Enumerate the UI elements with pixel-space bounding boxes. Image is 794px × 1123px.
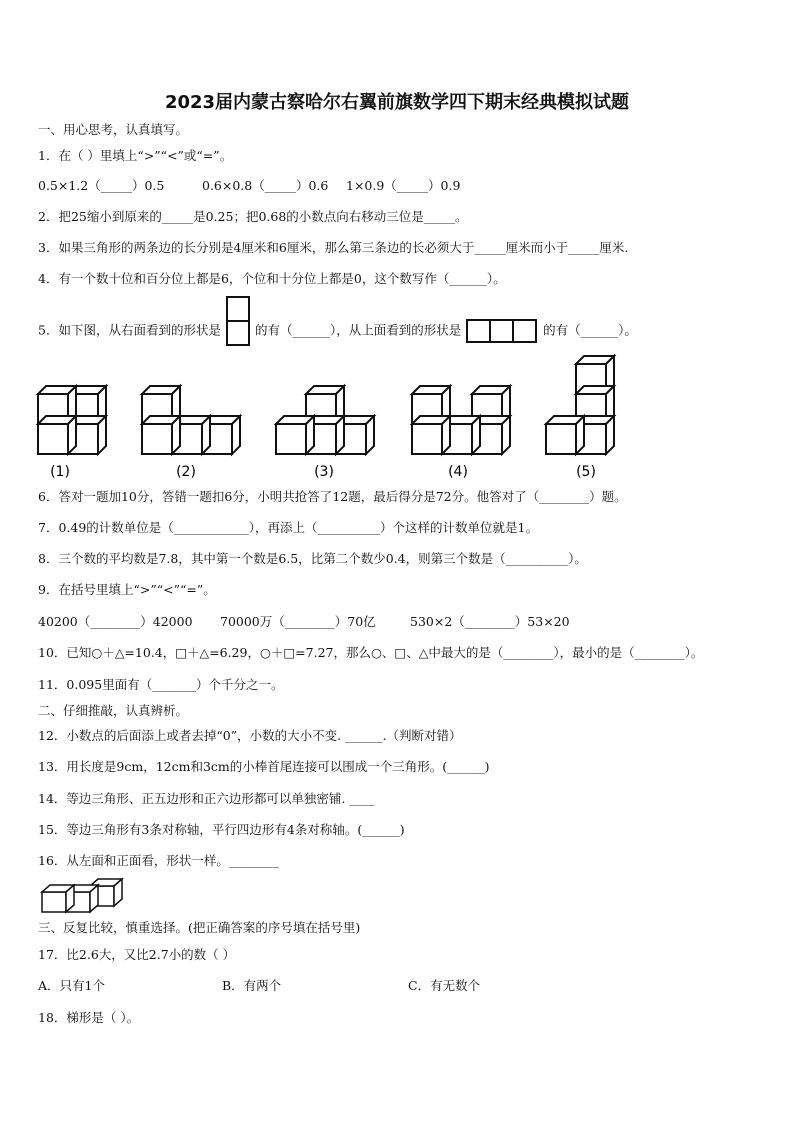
section-1-heading: 一、用心思考，认真填写。 bbox=[38, 122, 189, 137]
question-9: 9．在括号里填上“>”“<”“=”。 bbox=[38, 582, 216, 597]
cube-figure-3 bbox=[276, 386, 374, 454]
question-12: 12．小数点的后面添上或者去掉“0”，小数的大小不变. ______.（判断对错） bbox=[38, 728, 462, 743]
question-17-option-a: A．只有1个 bbox=[38, 978, 105, 993]
cube-label-2: (2) bbox=[176, 464, 196, 480]
cube-label-5: (5) bbox=[576, 464, 596, 480]
cube-figure-4 bbox=[412, 386, 510, 454]
question-1-item-b: 0.6×0.8（_____）0.6 bbox=[202, 178, 329, 193]
page-title: 2023届内蒙古察哈尔右翼前旗数学四下期末经典模拟试题 bbox=[164, 92, 630, 113]
cube-label-3: (3) bbox=[314, 464, 334, 480]
question-9-item-a: 40200（________）42000 bbox=[38, 614, 193, 629]
question-6: 6．答对一题加10分，答错一题扣6分，小明共抢答了12题，最后得分是72分。他答对了（________）题。 bbox=[38, 489, 627, 504]
question-5-part1: 5．如下图，从右面看到的形状是 bbox=[38, 322, 221, 338]
section-2-heading: 二、仔细推敲，认真辨析。 bbox=[38, 703, 189, 718]
question-10: 10．已知○＋△=10.4，□＋△=6.29，○＋□=7.27，那么○、□、△中最大的是（________），最小的是（________）。 bbox=[38, 645, 704, 660]
question-8: 8．三个数的平均数是7.8，其中第一个数是6.5，比第二个数少0.4，则第三个数是（__________）。 bbox=[38, 551, 587, 566]
question-16-figure bbox=[40, 876, 130, 916]
cube-label-1: (1) bbox=[50, 464, 70, 480]
question-9-item-c: 530×2（________）53×20 bbox=[410, 614, 570, 629]
question-17: 17．比2.6大，又比2.7小的数（ ） bbox=[38, 947, 236, 962]
question-7: 7．0.49的计数单位是（____________），再添上（__________）个这样的计数单位就是1。 bbox=[38, 520, 538, 535]
question-17-option-c: C．有无数个 bbox=[408, 978, 481, 993]
question-13: 13．用长度是9cm，12cm和3cm的小棒首尾连接可以围成一个三角形。(______) bbox=[38, 759, 490, 774]
cube-figures bbox=[34, 352, 634, 482]
question-14: 14．等边三角形、正五边形和正六边形都可以单独密铺. ____ bbox=[38, 791, 375, 806]
question-5-part2: 的有（______），从上面看到的形状是 bbox=[254, 322, 462, 338]
question-1: 1．在（ ）里填上“>”“<”或“=”。 bbox=[38, 148, 233, 163]
cube-label-4: (4) bbox=[448, 464, 468, 480]
question-15: 15．等边三角形有3条对称轴，平行四边形有4条对称轴。(______) bbox=[38, 822, 405, 837]
question-16: 16．从左面和正面看，形状一样。________ bbox=[38, 853, 279, 868]
question-9-item-b: 70000万（________）70亿 bbox=[220, 614, 376, 629]
question-2: 2．把25缩小到原来的_____是0.25；把0.68的小数点向右移动三位是_____。 bbox=[38, 209, 468, 224]
question-1-item-a: 0.5×1.2（_____）0.5 bbox=[38, 178, 165, 193]
question-17-option-b: B．有两个 bbox=[222, 978, 282, 993]
cube-figure-5 bbox=[546, 356, 614, 454]
question-4: 4．有一个数十位和百分位上都是6，个位和十分位上都是0，这个数写作（______）。 bbox=[38, 271, 506, 286]
question-3: 3．如果三角形的两条边的长分别是4厘米和6厘米，那么第三条边的长必须大于_____厘米而小于_____厘米. bbox=[38, 240, 629, 255]
right-view-shape-icon bbox=[225, 296, 251, 346]
cube-figure-1 bbox=[38, 386, 106, 454]
question-18: 18．梯形是（ ）。 bbox=[38, 1010, 140, 1025]
question-5 bbox=[38, 316, 637, 346]
top-view-shape-icon bbox=[465, 318, 539, 344]
question-5-part3: 的有（______）。 bbox=[543, 322, 637, 338]
section-3-heading: 三、反复比较，慎重选择。(把正确答案的序号填在括号里) bbox=[38, 920, 361, 935]
cube-figure-2 bbox=[142, 386, 240, 454]
question-1-item-c: 1×0.9（_____）0.9 bbox=[346, 178, 461, 193]
question-11: 11．0.095里面有（_______）个千分之一。 bbox=[38, 677, 284, 692]
